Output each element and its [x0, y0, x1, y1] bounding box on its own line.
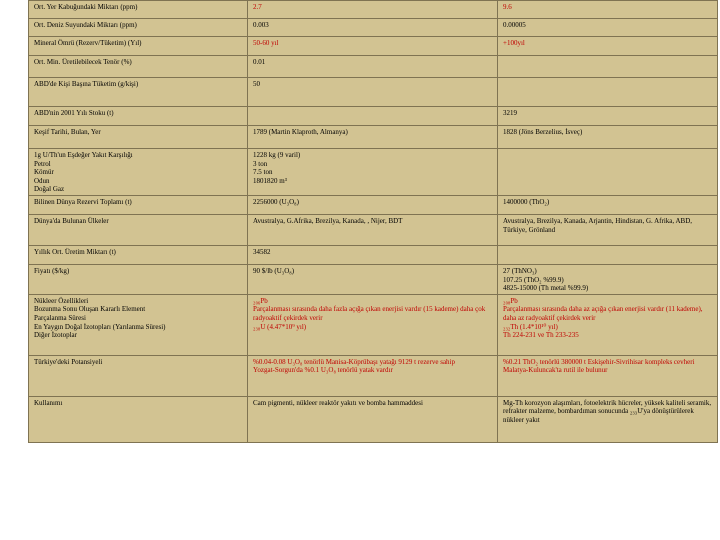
cell-text-line: Keşif Tarihi, Bulan, Yer [34, 128, 101, 136]
table-row [29, 294, 718, 355]
cell-text-line: 0.00005 [503, 21, 526, 29]
table-row [29, 355, 718, 396]
cell-text-line: ₂₃₈U (4.47*10⁹ yıl) [253, 322, 307, 331]
uranium-value-cell [248, 126, 498, 149]
cell-text-line: Ort. Deniz Suyundaki Miktarı (ppm) [34, 21, 137, 29]
cell-text-line: En Yaygın Doğal İzotopları (Yarılanma Süresi) [34, 322, 166, 331]
cell-text-line: Yozgat-Sorgun'da %0.1 U₃O₈ tenörlü yatak vardır [253, 366, 393, 375]
cell-text-line: 3 ton [253, 159, 268, 168]
cell-text-line: 2.7 [253, 3, 262, 11]
cell-text-line: Doğal Gaz [34, 185, 65, 194]
uranium-value-cell [248, 195, 498, 214]
cell-text-line: Parçalanması sırasında daha fazla açığa çıkan enerjisi vardır (15 kademe) daha çok radyoaktif çekirdek verir [253, 305, 486, 322]
cell-text-line: Kömür [34, 168, 54, 177]
table-row [29, 1, 718, 19]
cell-text-line: 1228 kg (9 varil) [253, 151, 301, 159]
cell-text-line: Kullanımı [34, 398, 63, 407]
uranium-value-cell [248, 294, 498, 355]
cell-text-line: Yıllık Ort. Üretim Miktarı (t) [34, 247, 116, 256]
row-label-cell [29, 149, 248, 196]
cell-text-line: 0.003 [253, 21, 269, 29]
row-label-cell [29, 107, 248, 126]
cell-text-line: Cam pigmenti, nükleer reaktör yakıtı ve bomba hammaddesi [253, 398, 423, 407]
cell-text-line: ₂₀₆Pb [253, 296, 268, 305]
row-label-cell [29, 214, 248, 245]
cell-text-line: 50 [253, 80, 260, 88]
uranium-value-cell [248, 56, 498, 78]
row-label-cell [29, 294, 248, 355]
table-row [29, 245, 718, 264]
cell-text-line: Diğer İzotoplar [34, 331, 77, 340]
uranium-value-cell [248, 1, 498, 19]
row-label-cell [29, 396, 248, 442]
cell-text-line: 50-60 yıl [253, 39, 279, 47]
row-label-cell [29, 1, 248, 19]
table-row [29, 19, 718, 37]
thorium-value-cell [498, 126, 718, 149]
table-row [29, 264, 718, 294]
cell-text-line: Petrol [34, 159, 51, 168]
thorium-value-cell [498, 195, 718, 214]
cell-text-line: 0.01 [253, 58, 266, 66]
table-row [29, 37, 718, 56]
row-label-cell [29, 264, 248, 294]
uranium-value-cell [248, 19, 498, 37]
cell-text-line: Bilinen Dünya Rezervi Toplamı (t) [34, 197, 132, 206]
thorium-value-cell [498, 214, 718, 245]
table-row [29, 396, 718, 442]
thorium-value-cell [498, 107, 718, 126]
cell-text-line: Dünya'da Bulunan Ülkeler [34, 216, 109, 225]
cell-text-line: %0.04-0.08 U₃O₈ tenörlü Manisa-Köprübaşı yatağı 9129 t rezerve sahip [253, 357, 455, 366]
thorium-value-cell [498, 264, 718, 294]
row-label-cell [29, 126, 248, 149]
cell-text-line: 1g U/Th'un Eşdeğer Yakıt Karşılığı [34, 151, 133, 159]
table-row [29, 126, 718, 149]
table-row [29, 78, 718, 107]
cell-text-line: 9.6 [503, 3, 512, 11]
uranium-value-cell [248, 214, 498, 245]
cell-text-line: 34582 [253, 247, 271, 256]
cell-text-line: 1828 (Jöns Berzelius, İsveç) [503, 128, 583, 136]
cell-text-line: Ort. Yer Kabuğundaki Miktarı (ppm) [34, 3, 138, 11]
cell-text-line: 1400000 (ThO₂) [503, 197, 550, 206]
row-label-cell [29, 37, 248, 56]
cell-text-line: Bozunma Sonu Oluşan Kararlı Element [34, 305, 146, 314]
cell-text-line: %0.21 ThO₂ tenörlü 380000 t Eskişehir-Sivrihisar kompleks cevheri [503, 357, 695, 366]
table-row [29, 149, 718, 196]
table-row [29, 107, 718, 126]
thorium-value-cell [498, 396, 718, 442]
cell-text-line: Fiyatı ($/kg) [34, 266, 70, 275]
table-row [29, 56, 718, 78]
cell-text-line: Odun [34, 176, 50, 185]
uranium-value-cell [248, 355, 498, 396]
cell-text-line: 4825-15000 (Th metal %99.9) [503, 284, 589, 293]
cell-text-line: 1789 (Martin Klaproth, Almanya) [253, 128, 348, 136]
thorium-value-cell [498, 355, 718, 396]
thorium-value-cell [498, 56, 718, 78]
table-body [29, 1, 718, 443]
cell-text-line: Türkiye'deki Potansiyeli [34, 357, 103, 366]
uranium-value-cell [248, 78, 498, 107]
comparison-table [28, 0, 718, 443]
cell-text-line: Avustralya, G.Afrika, Brezilya, Kanada, , Nijer, BDT [253, 216, 403, 225]
thorium-value-cell [498, 78, 718, 107]
row-label-cell [29, 245, 248, 264]
cell-text-line: Avustralya, Brezilya, Kanada, Arjantin, Hindistan, G. Afrika, ABD, Türkiye, Grönland [503, 216, 693, 234]
cell-text-line: ABD'nin 2001 Yılı Stoku (t) [34, 109, 114, 117]
cell-text-line: Malatya-Kuluncak'ta rutil ile bulunur [503, 366, 608, 375]
cell-text-line: 3219 [503, 109, 517, 117]
table-row [29, 195, 718, 214]
row-label-cell [29, 19, 248, 37]
cell-text-line: Mineral Ömrü (Rezerv/Tüketim) (Yıl) [34, 39, 142, 47]
cell-text-line: 1801820 m³ [253, 176, 287, 185]
row-label-cell [29, 195, 248, 214]
uranium-value-cell [248, 245, 498, 264]
uranium-value-cell [248, 264, 498, 294]
row-label-cell [29, 56, 248, 78]
cell-text-line: ₂₃₂Th (1.4*10¹⁰ yıl) [503, 322, 558, 331]
thorium-value-cell [498, 19, 718, 37]
thorium-value-cell [498, 149, 718, 196]
thorium-value-cell [498, 37, 718, 56]
cell-text-line: 90 $/lb (U₃O₈) [253, 266, 295, 275]
cell-text-line: 2256000 (U₃O₈) [253, 197, 299, 206]
cell-text-line: Parçalanması sırasında daha az açığa çıkan enerjisi vardır (11 kademe), daha az radyoaktif çekirdek verir [503, 305, 703, 322]
thorium-value-cell [498, 245, 718, 264]
uranium-value-cell [248, 396, 498, 442]
cell-text-line: Mg-Th korozyon alaşımları, fotoelektrik hücreler, yüksek kaliteli seramik, refrakter malzeme, bombardıman sonucunda ₂₃₃U'ya dönüştürülerek nükleer yakıt [503, 398, 712, 424]
row-label-cell [29, 78, 248, 107]
cell-text-line: ABD'de Kişi Başına Tüketim (g/kişi) [34, 80, 139, 88]
cell-text-line: 7.5 ton [253, 168, 273, 177]
cell-text-line: 27 (ThNO₃) [503, 266, 537, 275]
cell-text-line: +100yıl [503, 39, 525, 47]
row-label-cell [29, 355, 248, 396]
cell-text-line: 107.25 (ThO₂ %99.9) [503, 275, 564, 284]
cell-text-line: Th 224-231 ve Th 233-235 [503, 331, 579, 340]
cell-text-line: Parçalanma Süresi [34, 313, 86, 322]
table-row [29, 214, 718, 245]
thorium-value-cell [498, 1, 718, 19]
cell-text-line: Ort. Min. Üretilebilecek Tenör (%) [34, 58, 132, 66]
uranium-value-cell [248, 149, 498, 196]
uranium-value-cell [248, 107, 498, 126]
cell-text-line: ₂₀₈Pb [503, 296, 518, 305]
cell-text-line: Nükleer Özellikleri [34, 296, 89, 305]
thorium-value-cell [498, 294, 718, 355]
uranium-value-cell [248, 37, 498, 56]
